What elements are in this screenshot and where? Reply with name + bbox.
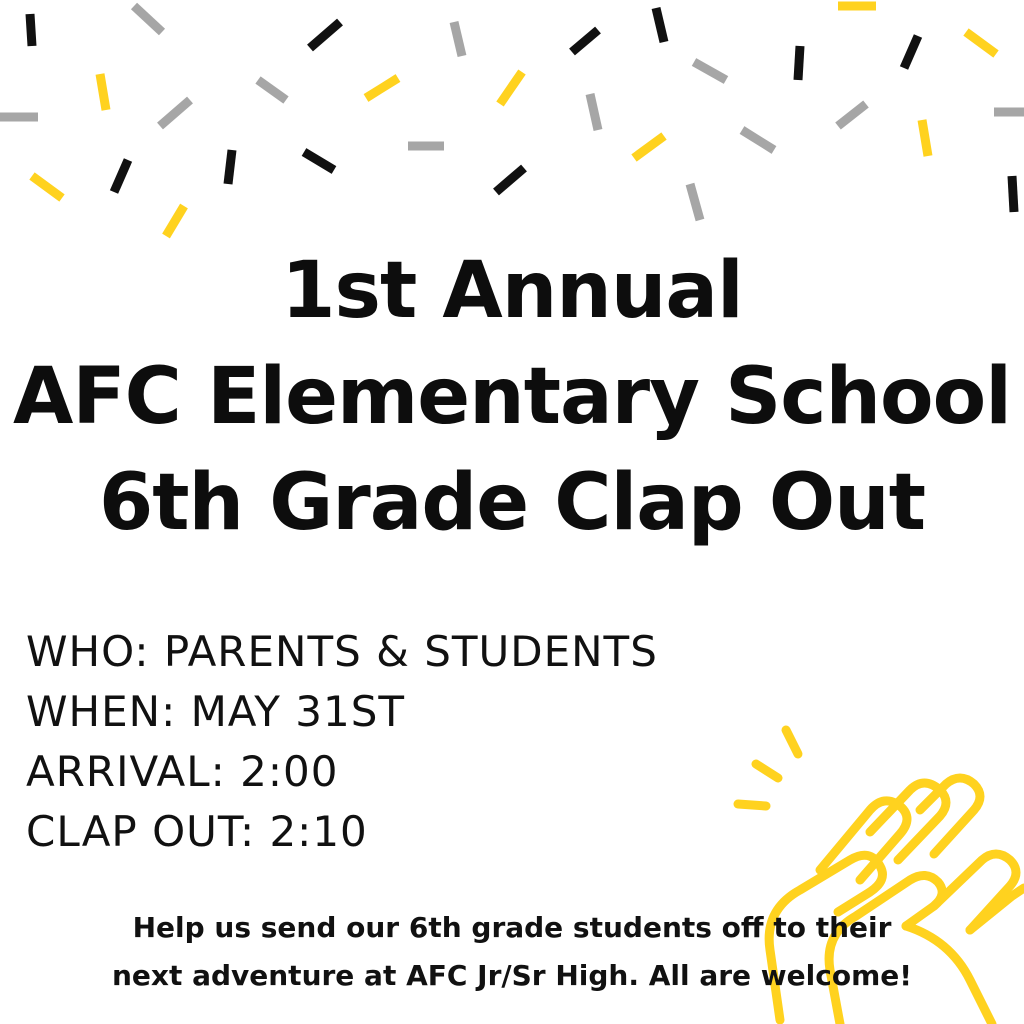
detail-who: WHO: PARENTS & STUDENTS (26, 627, 658, 676)
confetti-decoration (0, 0, 1024, 240)
title-line-clap-out: 6th Grade Clap Out (99, 458, 925, 548)
title-line-school: AFC Elementary School (13, 352, 1011, 442)
description-line-1: Help us send our 6th grade students off to their (132, 911, 892, 944)
event-details (26, 622, 658, 862)
description-line-2: next adventure at AFC Jr/Sr High. All are welcome! (111, 959, 913, 992)
event-title (0, 238, 1024, 556)
event-description (0, 904, 1024, 1000)
title-line-annual: 1st Annual (281, 246, 743, 336)
detail-when: WHEN: MAY 31ST (26, 687, 406, 736)
detail-arrival: ARRIVAL: 2:00 (26, 747, 339, 796)
detail-clap-out: CLAP OUT: 2:10 (26, 807, 368, 856)
